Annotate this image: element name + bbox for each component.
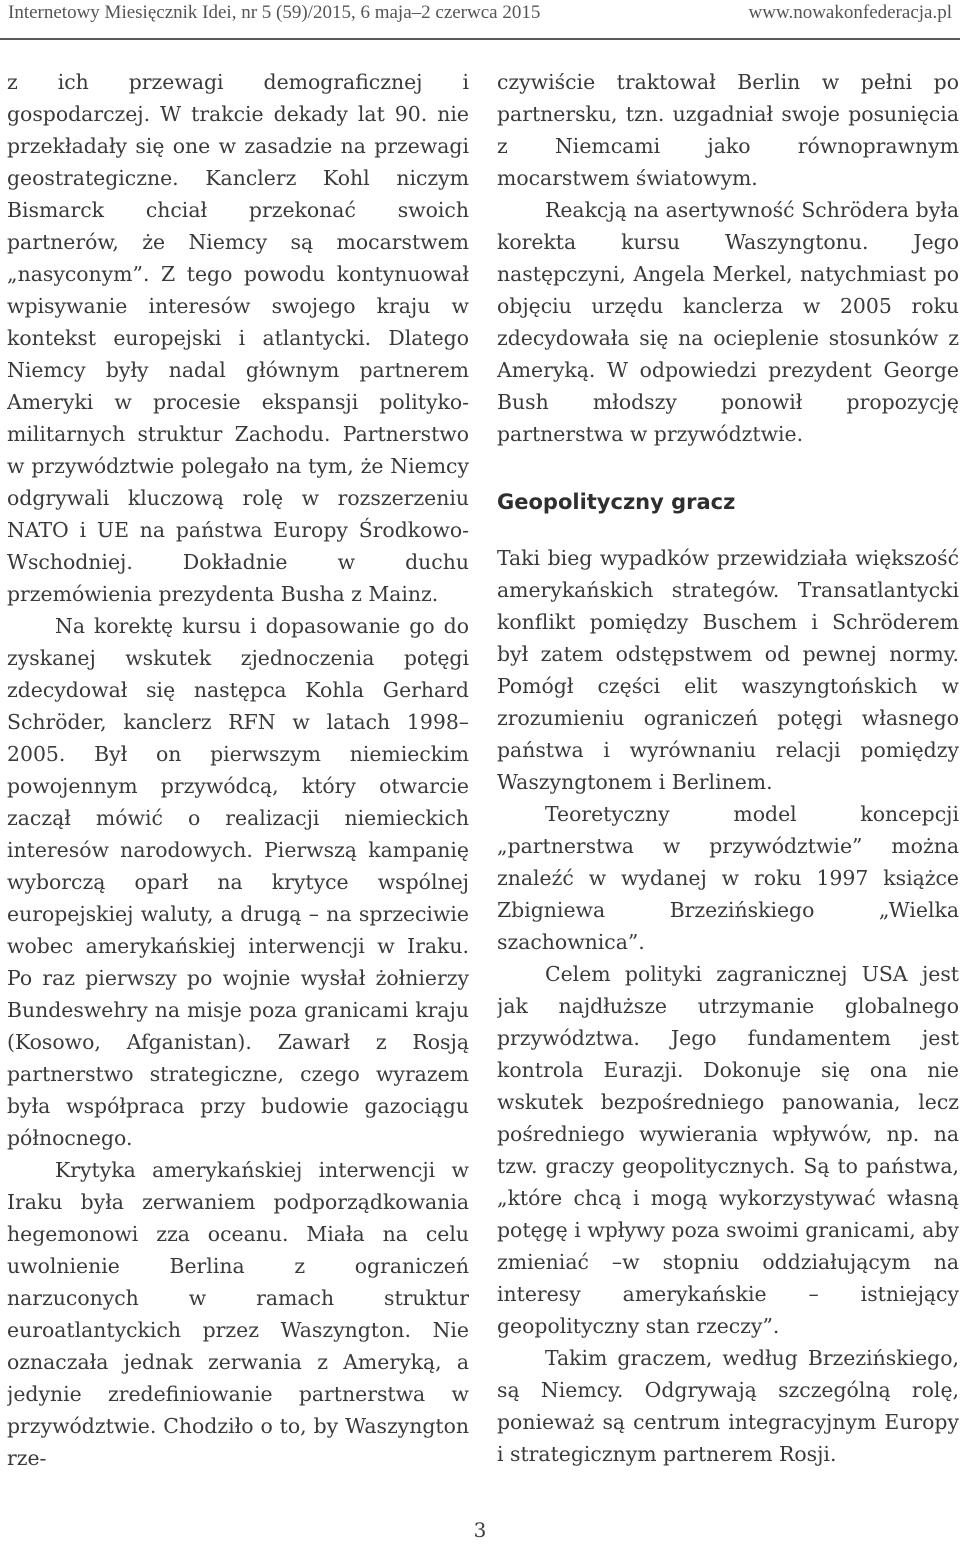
left-column bbox=[7, 66, 469, 1506]
right-paragraph-1: czywiście traktował Berlin w pełni po partnersku, tzn. uzgadniał swoje posunięcia z Niemcami jako równoprawnym mocarstwem światowym. bbox=[497, 70, 959, 190]
right-paragraph-2: Reakcją na asertywność Schrödera była korekta kursu Waszyngtonu. Jego następczyni, Angela Merkel, natychmiast po objęciu urzędu kanclerza w 2005 roku zdecydowała się na ocieplenie stosunków z Ameryką. W odpowiedzi prezydent George Bush młodszy ponowił propozycję partnerstwa w przywództwie. bbox=[497, 198, 959, 446]
right-column bbox=[497, 66, 959, 1506]
section-heading: Geopolityczny gracz bbox=[497, 490, 736, 514]
page-number: 3 bbox=[473, 1518, 487, 1542]
page-header bbox=[0, 0, 960, 40]
left-paragraph-2: Na korektę kursu i dopasowanie go do zyskanej wskutek zjednoczenia potęgi zdecydował się następca Kohla Gerhard Schröder, kanclerz RFN w latach 1998–2005. Był on pierwszym niemieckim powojennym przywódcą, który otwarcie zaczął mówić o realizacji niemieckich interesów narodowych. Pierwszą kampanię wyborczą oparł na krytyce wspólnej europejskiej waluty, a drugą – na sprzeciwie wobec amerykańskiej interwencji w Iraku. Po raz pierwszy po wojnie wysłał żołnierzy Bundeswehry na misje poza granicami kraju (Kosowo, Afganistan). Zawarł z Rosją partnerstwo strategiczne, czego wyrazem była współpraca przy budowie gazociągu północnego. bbox=[7, 614, 469, 1150]
left-paragraph-1: z ich przewagi demograficznej i gospodarczej. W trakcie dekady lat 90. nie przekładały się one w zasadzie na przewagi geostrategiczne. Kanclerz Kohl niczym Bismarck chciał przekonać swoich partnerów, że Niemcy są mocarstwem „nasyconym”. Z tego powodu kontynuował wpisywanie interesów swojego kraju w kontekst europejski i atlantycki. Dlatego Niemcy były nadal głównym partnerem Ameryki w procesie ekspansji polityko-militarnych struktur Zachodu. Partnerstwo w przywództwie polegało na tym, że Niemcy odgrywali kluczową rolę w rozszerzeniu NATO i UE na państwa Europy Środkowo-Wschodniej. Dokładnie w duchu przemówienia prezydenta Busha z Mainz. bbox=[7, 70, 469, 606]
right-paragraph-5: Celem polityki zagranicznej USA jest jak najdłuższe utrzymanie globalnego przywództwa. Jego fundamentem jest kontrola Eurazji. Dokonuje się ona nie wskutek bezpośredniego panowania, lecz pośredniego wywierania wpływów, np. na tzw. graczy geopolitycznych. Są to państwa, „które chcą i mogą wykorzystywać własną potęgę i wpływy poza swoimi granicami, aby zmieniać –w stopniu oddziałującym na interesy amerykańskie – istniejący geopolityczny stan rzeczy”. bbox=[497, 962, 959, 1338]
left-paragraph-3: Krytyka amerykańskiej interwencji w Iraku była zerwaniem podporządkowania hegemonowi zza oceanu. Miała na celu uwolnienie Berlina z ograniczeń narzuconych w ramach struktur euroatlantyckich przez Waszyngton. Nie oznaczała jednak zerwania z Ameryką, a jedynie zredefiniowanie partnerstwa w przywództwie. Chodziło o to, by Waszyngton rze- bbox=[7, 1158, 469, 1470]
right-paragraph-4: Teoretyczny model koncepcji „partnerstwa w przywództwie” można znaleźć w wydanej w roku 1997 książce Zbigniewa Brzezińskiego „Wielka szachownica”. bbox=[497, 802, 959, 954]
publication-info: Internetowy Miesięcznik Idei, nr 5 (59)/2015, 6 maja–2 czerwca 2015 bbox=[8, 2, 541, 23]
right-paragraph-3: Taki bieg wypadków przewidziała większość amerykańskich strategów. Transatlantycki konflikt pomiędzy Buschem i Schröderem był zatem odstępstwem od pewnej normy. Pomógł części elit waszyngtońskich w zrozumieniu ograniczeń potęgi własnego państwa i wyrównaniu relacji pomiędzy Waszyngtonem i Berlinem. bbox=[497, 546, 959, 794]
right-paragraph-6: Takim graczem, według Brzezińskiego, są Niemcy. Odgrywają szczególną rolę, ponieważ są centrum integracyjnym Europy i strategicznym partnerem Rosji. bbox=[497, 1346, 959, 1466]
header-rule bbox=[0, 38, 960, 40]
website-url: www.nowakonfederacja.pl bbox=[748, 2, 952, 23]
